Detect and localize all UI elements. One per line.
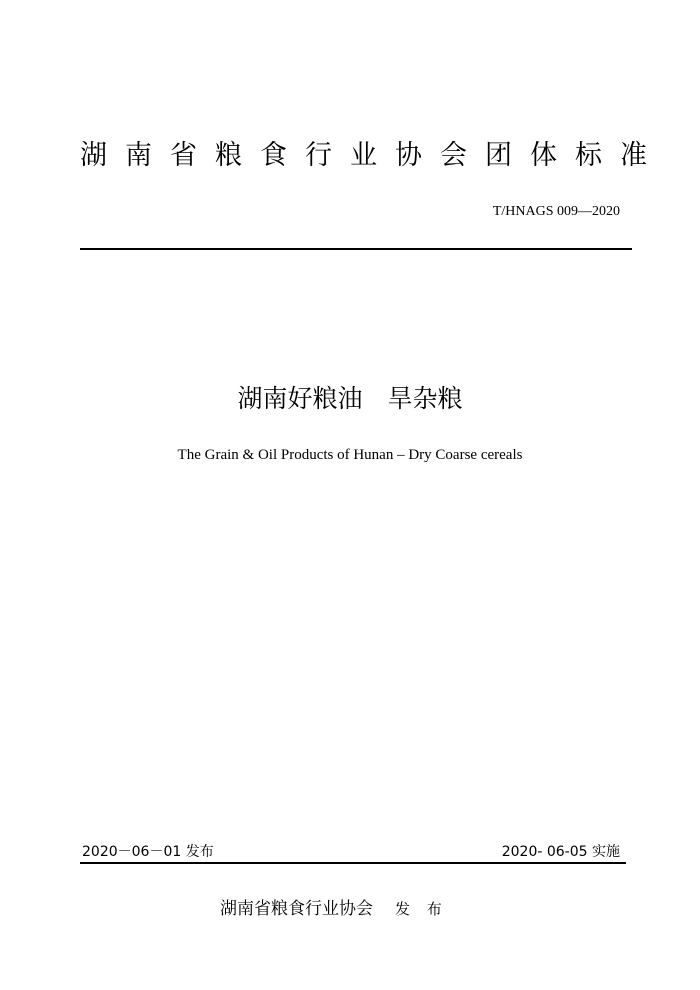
header-title: 湖南省粮食行业协会团体标准	[80, 140, 665, 171]
issue-date: 2020－06－01 发布	[82, 844, 214, 860]
publisher-name: 湖南省粮食行业协会	[220, 899, 373, 919]
publisher-suffix: 发 布	[395, 900, 448, 918]
top-divider	[80, 248, 632, 250]
bottom-divider	[80, 862, 626, 864]
implementation-date: 2020- 06-05 实施	[501, 844, 620, 860]
document-title-en: The Grain & Oil Products of Hunan – Dry Coarse cereals	[177, 447, 523, 463]
document-title-cn: 湖南好粮油 旱杂粮	[237, 384, 463, 413]
standard-number: T/HNAGS 009—2020	[492, 204, 620, 219]
publisher-line	[220, 898, 448, 920]
